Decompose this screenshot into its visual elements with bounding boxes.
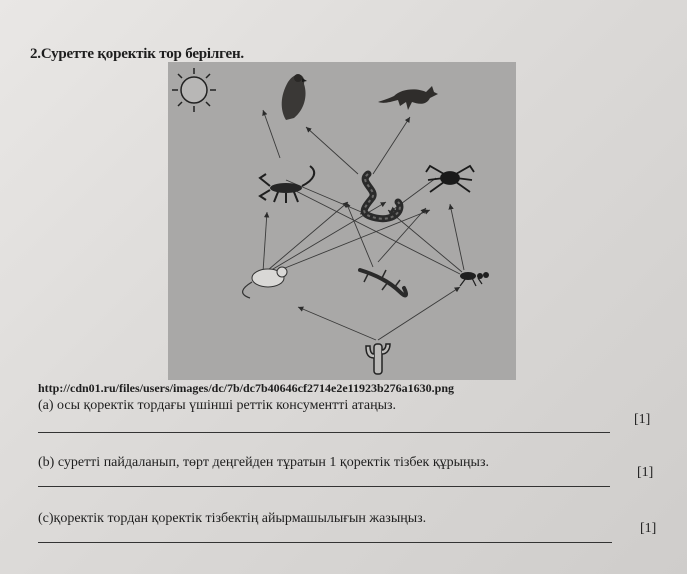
part-b-mark: [1] [637, 465, 654, 480]
cactus-icon [366, 344, 390, 374]
part-c-mark: [1] [640, 521, 657, 536]
food-web-arrows [263, 110, 464, 340]
part-b-text: (b) суретті пайдаланып, төрт деңгейден тұратын 1 қоректік тізбек құрыңыз. [38, 455, 489, 470]
part-a-answer-line[interactable] [38, 432, 610, 433]
part-c-text: (с)қоректік тордан қоректік тізбектің айырмашылығын жазыңыз. [38, 511, 427, 526]
ant-icon [460, 272, 489, 286]
spider-icon [426, 166, 474, 192]
lizard-icon [360, 270, 406, 295]
sun-icon [172, 68, 216, 112]
part-b-answer-line[interactable] [38, 486, 610, 487]
food-web-figure [168, 62, 516, 380]
part-a-mark: [1] [634, 412, 651, 427]
hawk-icon [282, 74, 307, 120]
fox-icon [378, 86, 438, 110]
part-a-text: (а) осы қоректік тордағы үшінші реттік консументті атаңыз. [38, 398, 397, 413]
scorpion-icon [260, 166, 314, 203]
mouse-icon [243, 267, 287, 298]
part-c-answer-line[interactable] [38, 542, 612, 543]
image-source-url: http://cdn01.ru/files/users/images/dc/7b/dc7b40646cf2714e2e11923b276a1630.png [38, 381, 455, 395]
question-title: 2.Суретте қоректік тор берілген. [30, 46, 244, 62]
